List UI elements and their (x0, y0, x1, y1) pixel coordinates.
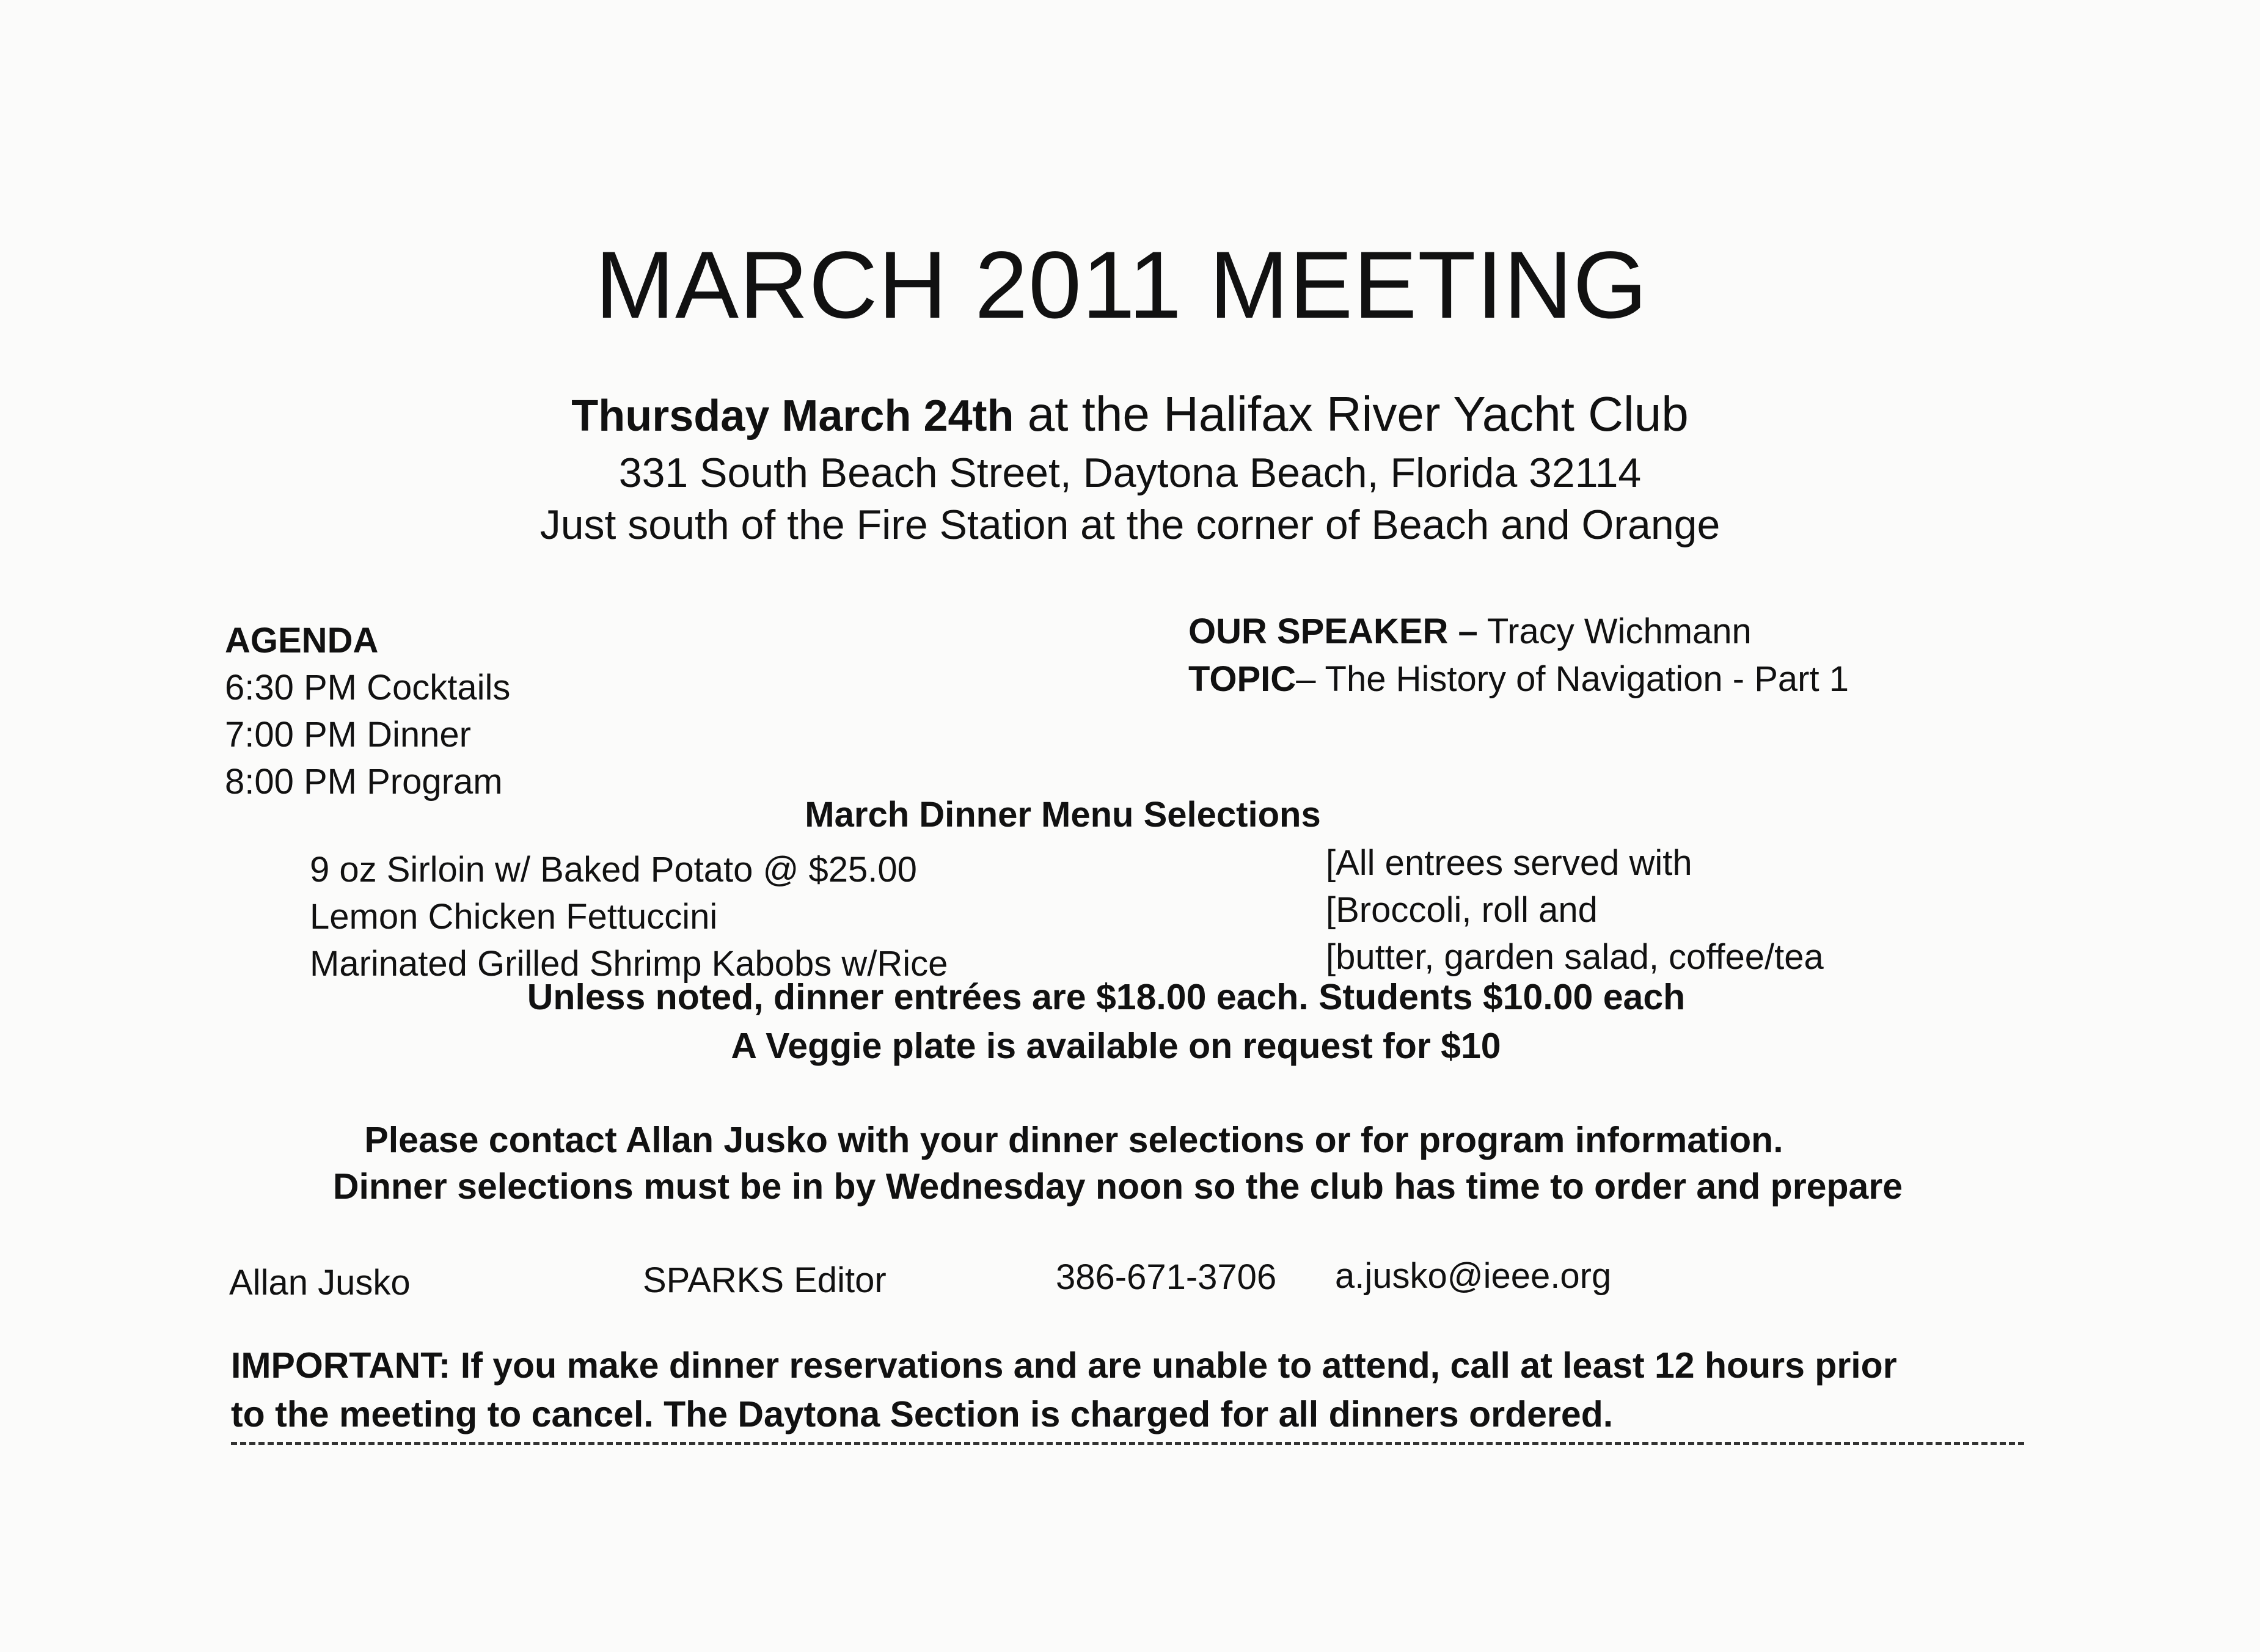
meeting-when (0, 386, 2260, 442)
menu-sides (1326, 839, 1824, 981)
venue-directions: Just south of the Fire Station at the corner of Beach and Orange (539, 502, 1721, 548)
veggie-note: A Veggie plate is available on request for $10 (731, 1026, 1501, 1066)
agenda-item: 8:00 PM Program (225, 762, 503, 802)
speaker-label: OUR SPEAKER – (1188, 612, 1478, 651)
contact-email[interactable]: a.jusko@ieee.org (1335, 1256, 1612, 1296)
sides-line: [butter, garden salad, coffee/tea (1326, 937, 1824, 977)
meeting-venue: Halifax River Yacht Club (1163, 387, 1689, 441)
contact-role: SPARKS Editor (643, 1260, 887, 1300)
venue-address: 331 South Beach Street, Daytona Beach, Florida 32114 (618, 450, 1642, 496)
topic-line (1188, 656, 1849, 703)
meeting-at: at the (1014, 387, 1164, 441)
speaker-line (1188, 608, 1849, 656)
menu-item: 9 oz Sirloin w/ Baked Potato @ $25.00 (310, 850, 917, 890)
sides-line: [All entrees served with (1326, 843, 1692, 883)
speaker-block (1188, 608, 1849, 703)
topic-label: TOPIC (1188, 659, 1296, 699)
important-line: to the meeting to cancel. The Daytona Section is charged for all dinners ordered. (231, 1394, 1614, 1435)
sides-line: [Broccoli, roll and (1326, 890, 1598, 930)
agenda-heading: AGENDA (225, 621, 379, 660)
price-note: Unless noted, dinner entrées are $18.00 each. Students $10.00 each (527, 977, 1686, 1017)
dashed-divider (231, 1442, 2024, 1445)
agenda-item: 6:30 PM Cocktails (225, 668, 511, 707)
important-notice (231, 1341, 1897, 1439)
menu-heading: March Dinner Menu Selections (805, 795, 1321, 835)
contact-note: Please contact Allan Jusko with your dinner selections or for program information. (364, 1120, 1783, 1160)
agenda-item: 7:00 PM Dinner (225, 715, 471, 755)
page-title: MARCH 2011 MEETING (595, 232, 1648, 338)
menu-item: Lemon Chicken Fettuccini (310, 897, 718, 937)
topic-text: – The History of Navigation - Part 1 (1296, 659, 1849, 699)
deadline-note: Dinner selections must be in by Wednesday noon so the club has time to order and prepare (332, 1166, 1903, 1207)
agenda-block (225, 617, 510, 805)
menu-items (310, 846, 948, 987)
contact-phone: 386-671-3706 (1056, 1257, 1277, 1297)
menu-item: Marinated Grilled Shrimp Kabobs w/Rice (310, 944, 948, 984)
important-line: IMPORTANT: If you make dinner reservations and are unable to attend, call at least 12 hours prior (231, 1345, 1897, 1386)
speaker-name: Tracy Wichmann (1477, 612, 1752, 651)
meeting-date: Thursday March 24th (571, 392, 1014, 440)
contact-name: Allan Jusko (229, 1263, 411, 1303)
